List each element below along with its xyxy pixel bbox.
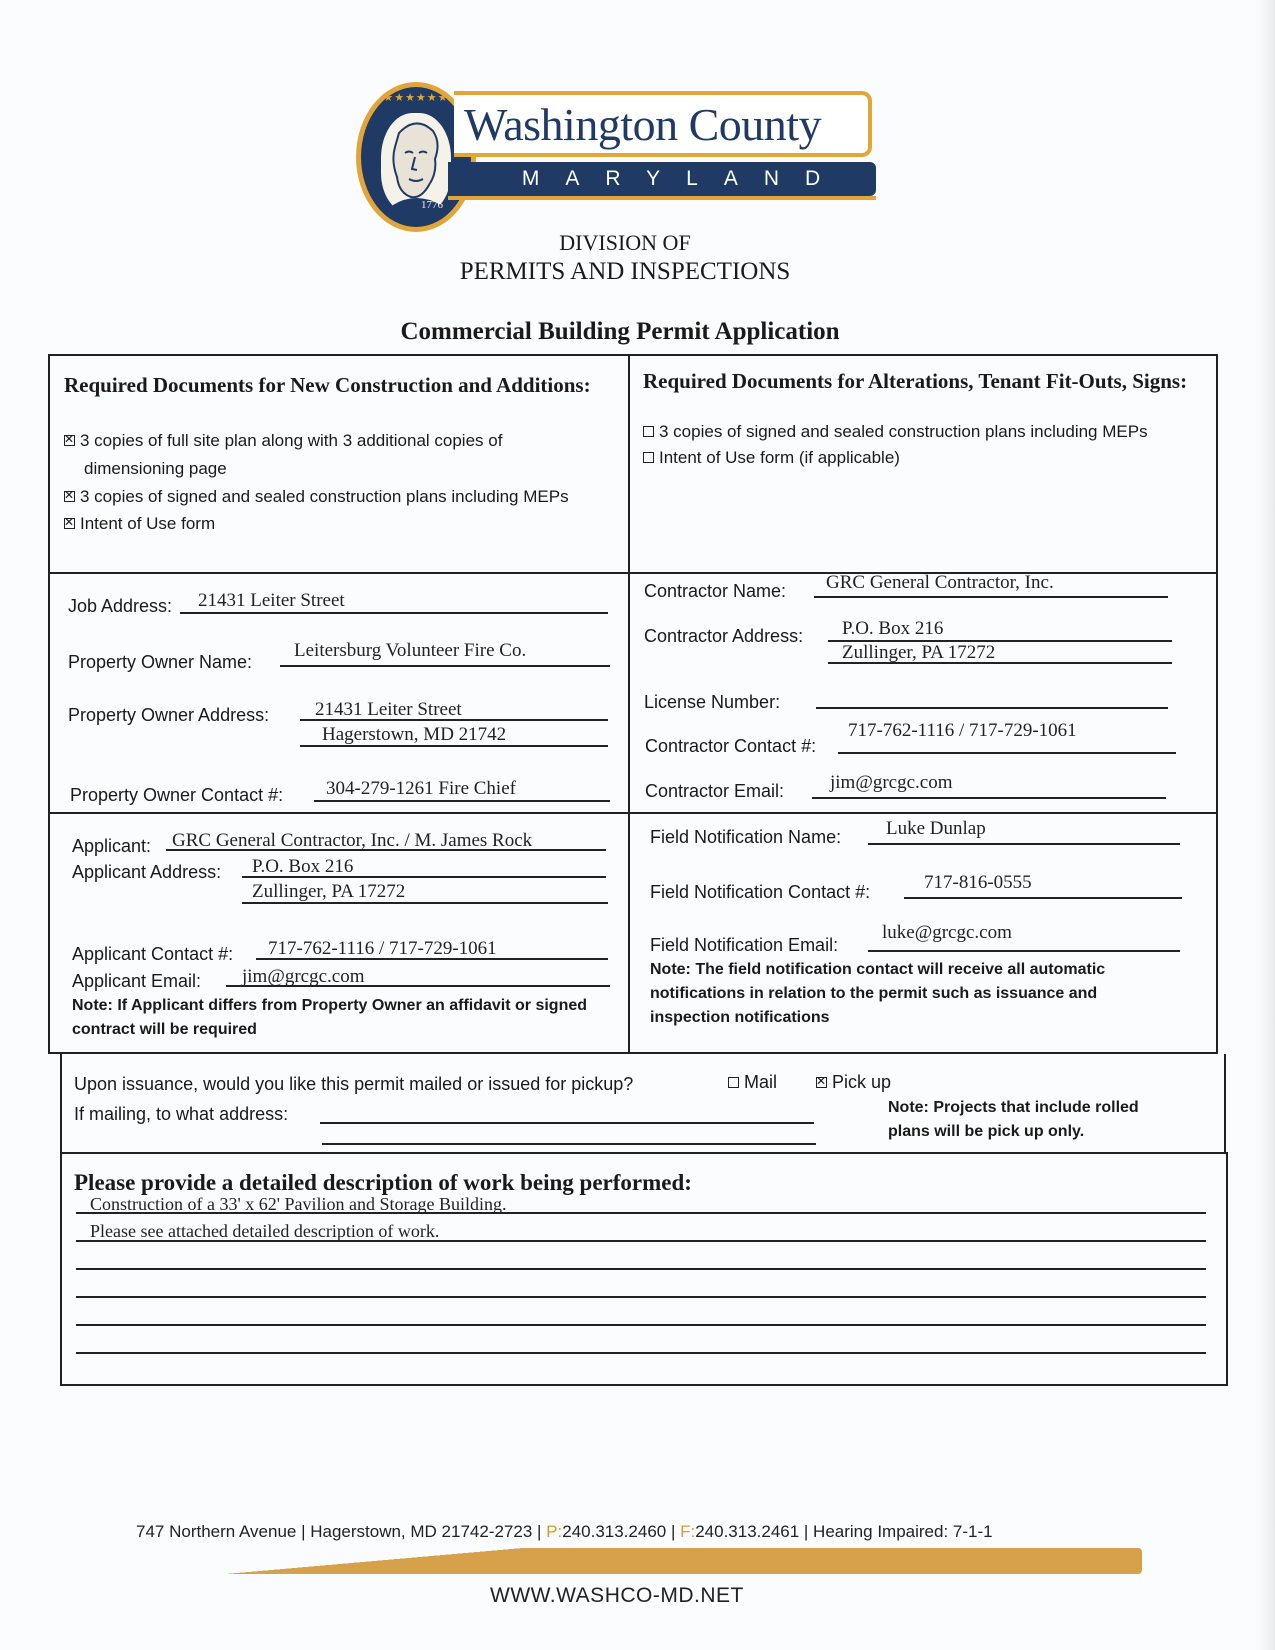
applicant-address-label: Applicant Address: [72,862,222,882]
contractor-name-label: Contractor Name: [644,581,787,601]
required-alter-item: 3 copies of signed and sealed construction plans including MEPs [643,420,1148,444]
field-email-label: Field Notification Email: [650,935,839,955]
applicant-value[interactable]: GRC General Contractor, Inc. / M. James Rock [172,830,533,851]
description-line [76,1268,1206,1270]
checkbox[interactable] [643,426,654,437]
contractor-email-value[interactable]: jim@grcgc.com [830,772,953,793]
field-contact-label: Field Notification Contact #: [650,882,871,902]
required-alter-heading: Required Documents for Alterations, Tenant Fit-Outs, Signs: [643,369,1188,393]
field-notification-note: Note: The field notification contact will receive all automatic notifications in relation to the permit such as issuance and inspection notifications [650,961,1106,1026]
field-email-value[interactable]: luke@grcgc.com [882,922,1012,943]
owner-address-value-2[interactable]: Hagerstown, MD 21742 [322,724,507,745]
checkbox[interactable] [64,435,75,446]
checkbox[interactable] [643,452,654,463]
owner-name-value[interactable]: Leitersburg Volunteer Fire Co. [294,640,527,661]
applicant-email-value[interactable]: jim@grcgc.com [242,966,365,987]
rolled-plans-note: Note: Projects that include rolled plans will be pick up only. [888,1099,1139,1140]
job-address-value[interactable]: 21431 Leiter Street [198,590,345,611]
footer-swoosh [130,1548,1142,1574]
contractor-address-value-1[interactable]: P.O. Box 216 [842,618,944,639]
issuance-question: Upon issuance, would you like this permit mailed or issued for pickup? [74,1074,634,1094]
field-contact-line [904,897,1182,899]
seal-year: 1776 [421,199,443,211]
footer-address: 747 Northern Avenue | Hagerstown, MD 21742-2723 | P:240.313.2460 | F:240.313.2461 | Hearing Impaired: 7-1-1 [136,1522,993,1541]
grid-divider [48,812,1218,814]
field-name-label: Field Notification Name: [650,827,842,847]
required-new-item: ✕3 copies of full site plan along with 3 additional copies of [64,429,502,453]
contractor-email-label: Contractor Email: [645,781,785,801]
applicant-email-label: Applicant Email: [72,971,202,991]
logo-gold-stripe [448,196,876,200]
required-new-item: ✕3 copies of signed and sealed construction plans including MEPs [64,485,569,509]
contractor-contact-line [838,752,1176,754]
applicant-contact-value[interactable]: 717-762-1116 / 717-729-1061 [268,938,497,959]
field-contact-value[interactable]: 717-816-0555 [924,872,1032,893]
owner-address-value-1[interactable]: 21431 Leiter Street [315,699,462,720]
contractor-address-value-2[interactable]: Zullinger, PA 17272 [842,642,996,663]
description-line [76,1352,1206,1354]
owner-contact-label: Property Owner Contact #: [70,785,284,805]
division-line-2: PERMITS AND INSPECTIONS [459,258,791,285]
owner-name-line [280,665,610,667]
seal-stars: ★★★★★★ [383,92,449,104]
mail-checkbox[interactable] [728,1077,739,1088]
owner-address-label: Property Owner Address: [68,705,270,725]
checkbox[interactable] [64,518,75,529]
description-line [76,1296,1206,1298]
pickup-option[interactable]: ✕ Pick up [816,1072,891,1093]
field-name-line [868,843,1180,845]
applicant-contact-label: Applicant Contact #: [72,944,234,964]
contractor-address-label: Contractor Address: [644,626,804,646]
owner-contact-value[interactable]: 304-279-1261 Fire Chief [326,778,516,799]
footer-website[interactable]: WWW.WASHCO-MD.NET [490,1584,744,1607]
division-line-1: DIVISION OF [559,230,691,255]
page-edge [1259,0,1275,1650]
logo-county-name: Washington County [464,99,822,150]
washington-portrait-icon [381,113,451,213]
contractor-email-line [812,797,1166,799]
field-email-line [868,950,1180,952]
contractor-contact-label: Contractor Contact #: [645,736,817,756]
pickup-checkbox[interactable] [816,1077,827,1088]
contractor-name-value[interactable]: GRC General Contractor, Inc. [826,572,1054,593]
owner-contact-line [314,800,610,802]
description-heading: Please provide a detailed description of work being performed: [74,1170,692,1195]
required-new-heading: Required Documents for New Construction and Additions: [64,373,591,397]
job-address-label: Job Address: [68,596,173,616]
required-new-item: ✕Intent of Use form [64,512,215,536]
description-line-1[interactable]: Construction of a 33' x 62' Pavilion and Storage Building. [90,1194,507,1214]
grid-divider [628,354,630,1054]
logo-state-bar [448,162,876,196]
required-alter-item: Intent of Use form (if applicable) [643,446,900,470]
mail-option[interactable]: Mail [728,1072,777,1093]
owner-name-label: Property Owner Name: [68,652,253,672]
applicant-label: Applicant: [72,836,152,856]
checkbox[interactable] [64,491,75,502]
license-number-label: License Number: [644,692,781,712]
description-line-2[interactable]: Please see attached detailed description of work. [90,1221,440,1241]
applicant-note: Note: If Applicant differs from Property Owner an affidavit or signed contract will be required [72,997,588,1038]
logo-state-name: MARYLAND [521,167,847,190]
form-title: Commercial Building Permit Application [400,318,840,345]
job-address-line [180,612,608,614]
contractor-contact-value[interactable]: 717-762-1116 / 717-729-1061 [848,720,1077,741]
applicant-address-value-1[interactable]: P.O. Box 216 [252,856,354,877]
required-new-item-cont: dimensioning page [84,459,227,478]
county-logo [356,82,876,232]
contractor-name-line [814,596,1168,598]
mailing-address-label: If mailing, to what address: [74,1104,289,1124]
mailing-address-line [322,1143,816,1145]
description-line [76,1324,1206,1326]
field-name-value[interactable]: Luke Dunlap [886,818,986,839]
applicant-address-value-2[interactable]: Zullinger, PA 17272 [252,881,406,902]
license-number-line [816,707,1168,709]
mailing-address-line [320,1122,814,1124]
